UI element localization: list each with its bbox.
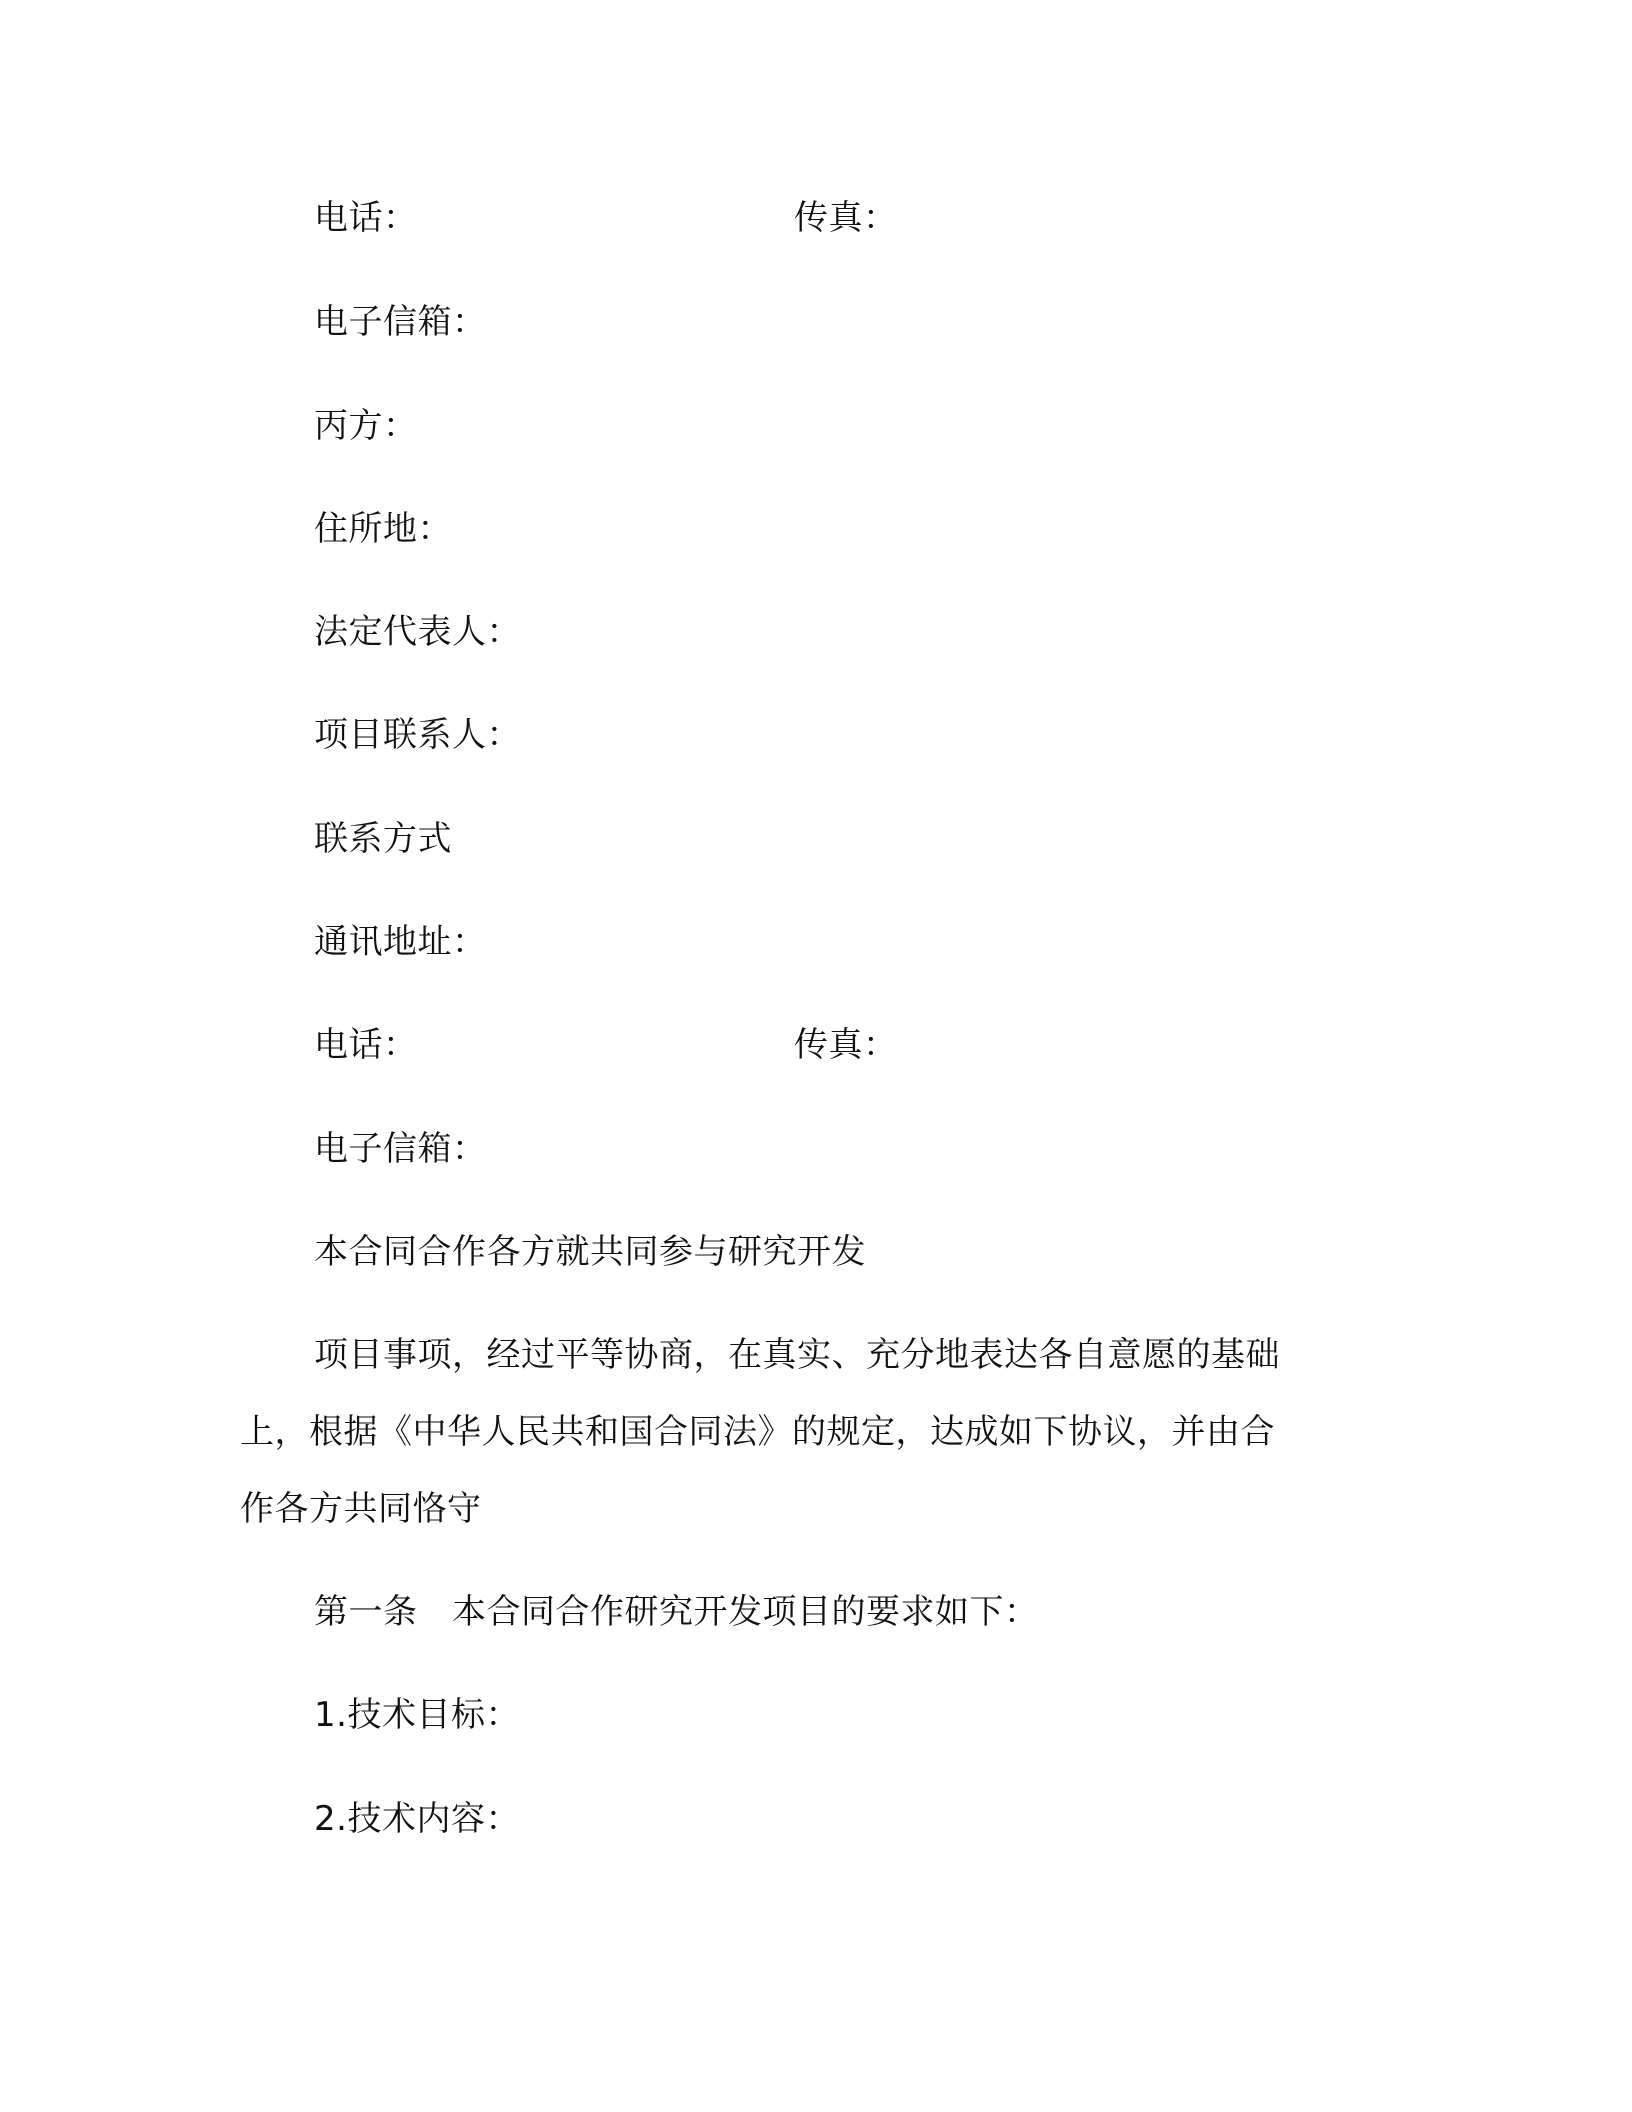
- phone-label-1: 电话：: [314, 198, 418, 238]
- mailing-address-label: 通讯地址：: [314, 922, 487, 962]
- agreement-paragraph-line-2: 上，根据《中华人民共和国合同法》的规定，达成如下协议，并由合: [240, 1412, 1275, 1452]
- domicile-label: 住所地：: [314, 509, 452, 549]
- contact-method-label: 联系方式: [314, 819, 452, 859]
- phone-label-2: 电话：: [314, 1025, 418, 1065]
- article-1-heading: 第一条 本合同合作研究开发项目的要求如下：: [314, 1592, 1039, 1632]
- email-label-1: 电子信箱：: [314, 302, 487, 342]
- legal-representative-label: 法定代表人：: [314, 612, 521, 652]
- agreement-paragraph-line-1: 项目事项，经过平等协商，在真实、充分地表达各自意愿的基础: [314, 1335, 1280, 1375]
- technical-goal-label: 1.技术目标：: [314, 1695, 520, 1735]
- technical-content-label: 2.技术内容：: [314, 1799, 520, 1839]
- project-contact-label: 项目联系人：: [314, 715, 521, 755]
- email-label-2: 电子信箱：: [314, 1129, 487, 1169]
- party-c-label: 丙方：: [314, 406, 418, 446]
- intro-line: 本合同合作各方就共同参与研究开发: [314, 1232, 866, 1272]
- agreement-paragraph-line-3: 作各方共同恪守: [240, 1489, 482, 1529]
- fax-label-2: 传真：: [794, 1025, 898, 1065]
- fax-label-1: 传真：: [794, 198, 898, 238]
